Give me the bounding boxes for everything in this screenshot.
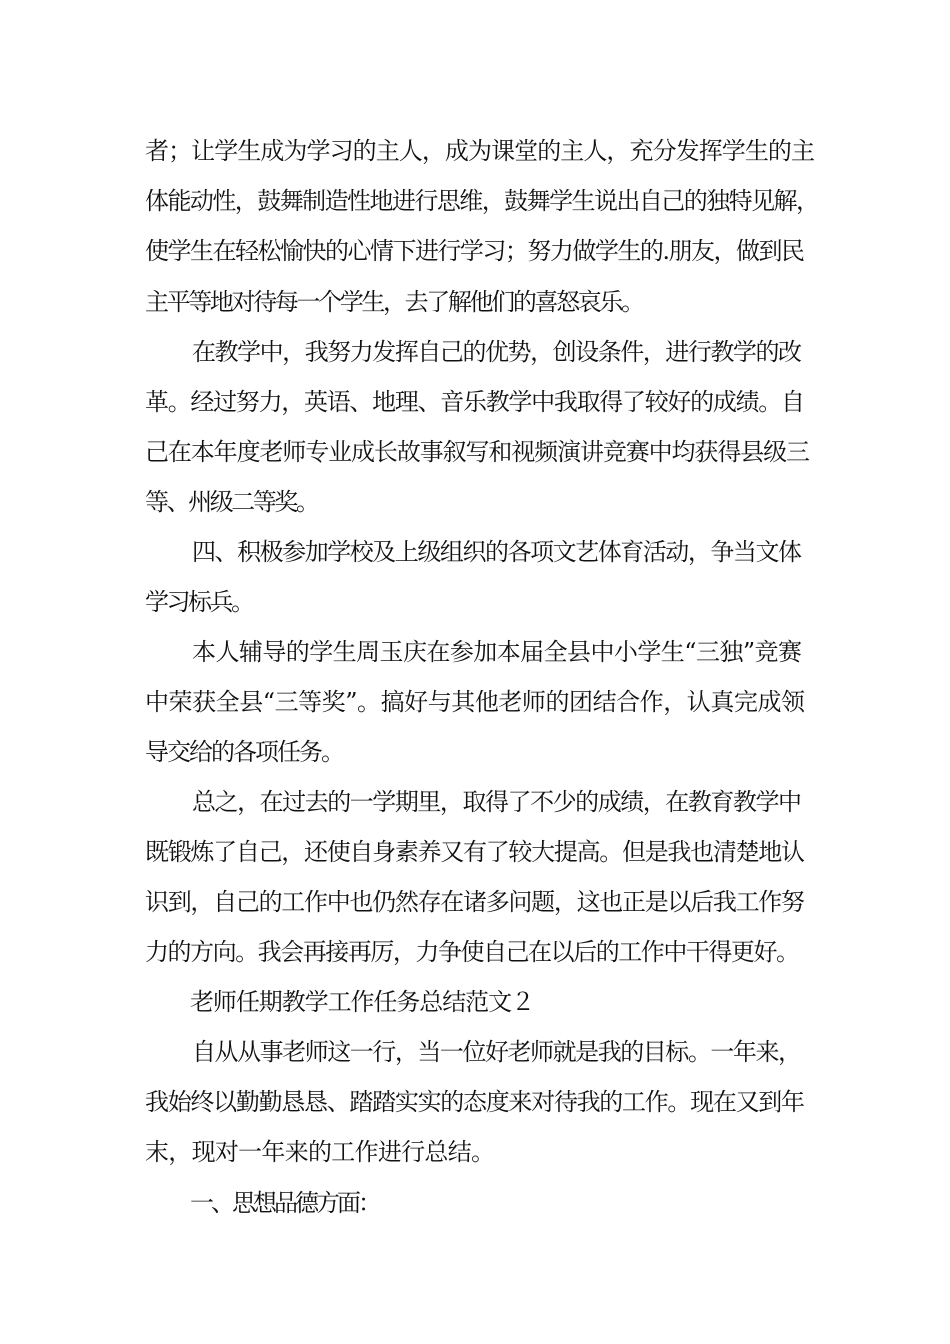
line-text: 既锻炼了自己，还使自身素养又有了较大提高。但是我也清楚地认 <box>145 838 804 866</box>
text-line <box>0 882 950 922</box>
line-text: 体能动性，鼓舞制造性地进行思维，鼓舞学生说出自己的独特见解， <box>145 187 819 215</box>
line-text: 识到，自己的工作中也仍然存在诸多问题，这也正是以后我工作努 <box>145 888 804 916</box>
line-text: 者；让学生成为学习的主人，成为课堂的主人，充分发挥学生的主 <box>145 137 815 165</box>
text-line <box>0 1032 950 1072</box>
text-line <box>0 432 950 472</box>
line-text: 四、积极参加学校及上级组织的各项文艺体育活动，争当文体 <box>192 538 801 566</box>
text-line <box>0 682 950 722</box>
line-text: 导交给的各项任务。 <box>145 738 343 766</box>
line-text: 等、州级二等奖。 <box>145 488 318 516</box>
line-text: 末，现对一年来的工作进行总结。 <box>145 1138 495 1166</box>
line-text: 力的方向。我会再接再厉，力争使自己在以后的工作中干得更好。 <box>145 938 799 966</box>
text-line <box>0 382 950 422</box>
line-text: 老师任期教学工作任务总结范文２ <box>190 988 534 1016</box>
text-line <box>0 332 950 372</box>
line-text: 己在本年度老师专业成长故事叙写和视频演讲竞赛中均获得县级三 <box>145 438 809 466</box>
line-text: 总之，在过去的一学期里，取得了不少的成绩，在教育教学中 <box>192 788 801 816</box>
text-line <box>0 1082 950 1122</box>
line-text: 使学生在轻松愉快的心情下进行学习；努力做学生的.朋友，做到民 <box>145 237 804 265</box>
text-line <box>0 732 950 772</box>
text-line <box>0 131 950 171</box>
line-text: 一、思想品德方面： <box>190 1189 379 1217</box>
text-line <box>0 1183 950 1223</box>
text-line <box>0 482 950 522</box>
line-text: 学习标兵。 <box>145 588 253 616</box>
line-text: 自从从事老师这一行，当一位好老师就是我的目标。一年来， <box>192 1038 801 1066</box>
line-text: 革。经过努力，英语、地理、音乐教学中我取得了较好的成绩。自 <box>145 388 804 416</box>
text-line <box>0 832 950 872</box>
text-line <box>0 181 950 221</box>
line-text: 在教学中，我努力发挥自己的优势，创设条件，进行教学的改 <box>192 338 801 366</box>
text-line <box>0 231 950 271</box>
text-line <box>0 532 950 572</box>
text-line <box>0 632 950 672</box>
text-line <box>0 982 950 1022</box>
line-text: 本人辅导的学生周玉庆在参加本届全县中小学生“三独”竞赛 <box>192 638 802 666</box>
line-text: 我始终以勤勤恳恳、踏踏实实的态度来对待我的工作。现在又到年 <box>145 1088 804 1116</box>
text-line <box>0 582 950 622</box>
line-text: 中荣获全县“三等奖”。搞好与其他老师的团结合作，认真完成领 <box>145 688 805 716</box>
text-line <box>0 782 950 822</box>
text-line <box>0 282 950 322</box>
text-line <box>0 932 950 972</box>
text-line <box>0 1132 950 1172</box>
line-text: 主平等地对待每一个学生，去了解他们的喜怒哀乐。 <box>145 288 643 316</box>
